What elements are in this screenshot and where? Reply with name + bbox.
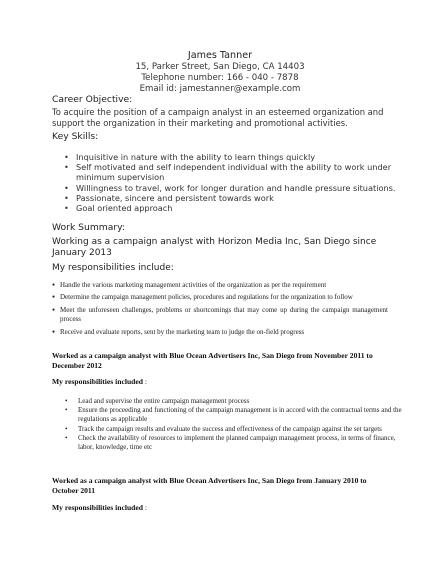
- job2-responsibilities-list: [52, 397, 404, 452]
- key-skills-list: [52, 152, 406, 213]
- key-skills-heading: Key Skills:: [52, 131, 99, 142]
- list-item: • Willingness to travel, work for longer duration and handle pressure situations.: [76, 183, 406, 193]
- job2-responsibilities-heading: My responsibilities included :: [52, 377, 148, 386]
- job2-title: Worked as a campaign analyst with Blue Ocean Advertisers Inc, San Diego from November 2011 to December 2012: [52, 351, 373, 371]
- work-summary-heading: Work Summary:: [52, 222, 126, 233]
- list-item: ● Determine the campaign management policies, procedures and regulations for the organization to follow: [60, 293, 388, 302]
- list-item: • Track the campaign results and evaluate the success and effectiveness of the campaign against the set targets: [78, 425, 404, 434]
- job1-responsibilities-heading: My responsibilities include:: [52, 263, 174, 273]
- job1-title: Working as a campaign analyst with Horizon Media Inc, San Diego since January 2013: [52, 237, 377, 258]
- job3-title: Worked as a campaign analyst with Blue Ocean Advertisers Inc, San Diego from January 2010 to October 2011: [52, 476, 367, 496]
- list-item: • Goal oriented approach: [76, 203, 406, 213]
- list-item: • Ensure the proceeding and functioning of the campaign management is in accord with the contractual terms and the regulations as applicable: [78, 406, 404, 424]
- phone-line: Telephone number: 166 - 040 - 7878: [141, 73, 299, 83]
- list-item: ● Meet the unforeseen challenges, problems or shortcomings that may come up during the campaign management process: [60, 306, 388, 325]
- list-item: • Self motivated and self independent individual with the ability to work under minimum supervision: [76, 162, 406, 182]
- career-objective-heading: Career Objective:: [52, 94, 133, 105]
- job1-responsibilities-list: [52, 281, 388, 340]
- address-line: 15, Parker Street, San Diego, CA 14403: [135, 62, 305, 72]
- list-item: • Passionate, sincere and persistent towards work: [76, 193, 406, 203]
- list-item: ● Receive and evaluate reports, sent by the marketing team to judge the on-field progress: [60, 328, 388, 337]
- list-item: ● Handle the various marketing management activities of the organization as per the requirement: [60, 281, 388, 290]
- email-line: Email id: jamestanner@example.com: [139, 84, 301, 94]
- list-item: • Inquisitive in nature with the ability to learn things quickly: [76, 152, 406, 162]
- list-item: • Check the availability of resources to implement the planned campaign management process, in terms of finance, labor, knowledge, time etc: [78, 434, 404, 452]
- career-objective-text: To acquire the position of a campaign analyst in an esteemed organization and support the organization in their marketing and promotional activities.: [52, 107, 384, 128]
- candidate-name: James Tanner: [187, 50, 253, 61]
- resume-header: [0, 50, 440, 95]
- job3-responsibilities-heading: My responsibilities included :: [52, 503, 148, 512]
- list-item: • Lead and supervise the entire campaign management process: [78, 397, 404, 406]
